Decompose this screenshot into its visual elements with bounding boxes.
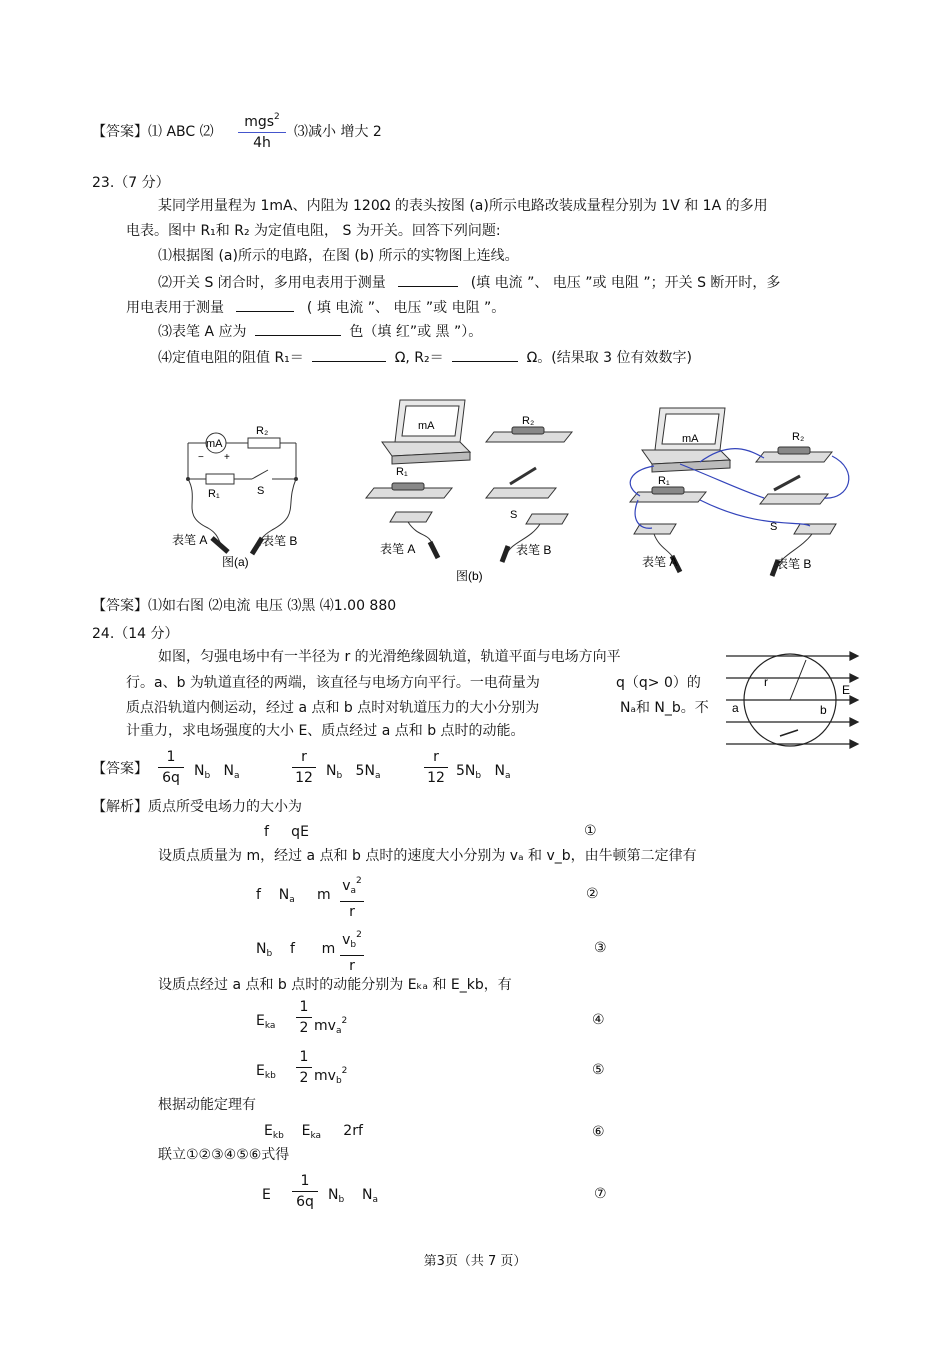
resistor-r2-b — [486, 427, 572, 442]
fig-ans-r2-label: R₂ — [792, 431, 805, 443]
eq-5-left: $E_{kb}$ — [256, 1063, 276, 1081]
eq-4-left: $E_{ka}$ — [256, 1013, 276, 1031]
q24-p3b: Nₐ和 N_b。不 — [620, 700, 709, 716]
q24-analysis-label: 【解析】质点所受电场力的大小为 — [92, 799, 302, 815]
eq-3-left: $N_b$ f m — [256, 941, 336, 959]
eq-4-right: $mv_a^2$ — [314, 1016, 348, 1036]
fig-a-label: a — [732, 701, 739, 715]
q24-p4: 计重力，求电场强度的大小 E、质点经过 a 点和 b 点时的动能。 — [126, 723, 525, 739]
q24-answer-label: 【答案】 — [92, 761, 148, 777]
fig-b-caption: 图(b) — [456, 569, 483, 583]
fig-b-r1-label: R₁ — [396, 466, 408, 478]
fig-ans-pen-a-label: 表笔 A — [642, 555, 678, 569]
q24-p2b: q（q> 0）的 — [616, 675, 701, 691]
eq-mark-1: ① — [584, 823, 597, 839]
fig-ans-ma-label: mA — [682, 433, 699, 445]
q24-s2: 设质点经过 a 点和 b 点时的动能分别为 Eₖₐ 和 E_kb，有 — [158, 977, 512, 993]
q23-p6: ⑶表笔 A 应为 色（填 红”或 黑 ”）。 — [158, 321, 482, 341]
fig-a-s-label: S — [257, 485, 265, 497]
fig-ans-s-label: S — [770, 521, 778, 533]
answer-22-prefix: 【答案】⑴ ABC ⑵ — [92, 124, 214, 140]
q23-p3: ⑴根据图 (a)所示的电路，在图 (b) 所示的实物图上连线。 — [158, 248, 519, 264]
eq-mark-2: ② — [586, 886, 599, 902]
eq-mark-5: ⑤ — [592, 1062, 605, 1078]
eq-2-frac: $v_a^2$ r — [340, 872, 364, 921]
fig-b-pen-a-label: 表笔 A — [380, 542, 416, 556]
fig-a-r2-label: R₂ — [256, 425, 269, 437]
ans-frac-3: r 12 — [424, 748, 448, 787]
eq-7-right: $N_b$ $N_a$ — [328, 1187, 378, 1205]
q24-s4: 联立①②③④⑤⑥式得 — [158, 1147, 290, 1163]
fig-a-minus-label: − — [198, 452, 204, 463]
q24-p3: 质点沿轨道内侧运动，经过 a 点和 b 点时对轨道压力的大小分别为 — [126, 700, 540, 716]
fig-ans-pen-b-label: 表笔 B — [776, 557, 812, 571]
resistor-r1-b — [366, 483, 452, 498]
q24-s3: 根据动能定理有 — [158, 1097, 256, 1113]
fig-a-plus-label: + — [224, 452, 230, 463]
eq-7-frac: 1 6q — [292, 1172, 318, 1211]
fig-b-label: b — [820, 703, 827, 717]
eq-mark-7: ⑦ — [594, 1186, 607, 1202]
eq-6: $E_{kb}$ $E_{ka}$ 2rf — [264, 1123, 363, 1141]
eq-2-left: f $N_a$ m — [256, 887, 331, 905]
answer-22-rest: ⑶减小 增大 2 — [294, 124, 382, 140]
page-footer: 第3页（共 7 页） — [423, 1254, 527, 1269]
blank-pen-color[interactable] — [255, 321, 341, 336]
blank-s-closed[interactable] — [398, 272, 458, 287]
eq-1: f qE — [264, 824, 309, 840]
q23-p4: ⑵开关 S 闭合时，多用电表用于测量 (填 电流 ”、 电压 ”或 电阻 ”；开关 S 断开时，多 — [158, 272, 780, 292]
q24-p1: 如图，匀强电场中有一半径为 r 的光滑绝缘圆轨道，轨道平面与电场方向平 — [158, 649, 621, 665]
answer-22-fraction: mgs$^2$ 4h — [238, 108, 286, 152]
ans-term-1: $N_b$ $N_a$ — [194, 763, 240, 781]
ans-frac-1: 1 6q — [158, 748, 184, 787]
eq-5-frac: 1 2 — [296, 1048, 312, 1087]
fig-a-pen-b-label: 表笔 B — [262, 534, 298, 548]
q24-p2: 行。a、b 为轨道直径的两端，该直径与电场方向平行。一电荷量为 — [126, 675, 540, 691]
circuit-diagram-a — [188, 433, 296, 546]
blank-r1[interactable] — [312, 347, 386, 362]
fig-b-pen-b-label: 表笔 B — [516, 543, 552, 557]
q24-field-diagram — [720, 648, 860, 754]
eq-mark-3: ③ — [594, 940, 607, 956]
pen-a-probe-icon — [212, 538, 228, 552]
fig-b-ma-label: mA — [418, 420, 435, 432]
q23-answer: 【答案】⑴如右图 ⑵电流 电压 ⑶黑 ⑷1.00 880 — [92, 598, 397, 614]
eq-5-right: $mv_b^2$ — [314, 1066, 348, 1086]
fig-b-r2-label: R₂ — [522, 415, 535, 427]
blank-s-open[interactable] — [236, 297, 294, 312]
blank-r2[interactable] — [452, 347, 518, 362]
q24-s1: 设质点质量为 m，经过 a 点和 b 点时的速度大小分别为 vₐ 和 v_b，由牛顿第二定律有 — [158, 848, 697, 864]
q23-p1: 某同学用量程为 1mA、内阻为 120Ω 的表头按图 (a)所示电路改装成量程分别为 1V 和 1A 的多用 — [158, 198, 768, 214]
q23-header: 23.（7 分） — [92, 175, 170, 191]
eq-mark-6: ⑥ — [592, 1124, 605, 1140]
q23-p5: 用电表用于测量 ( 填 电流 ”、 电压 ”或 电阻 ”。 — [126, 297, 505, 317]
fig-ans-r1-label: R₁ — [658, 475, 670, 487]
switch-b — [486, 468, 556, 498]
fig-a-ma-label: mA — [206, 438, 223, 450]
meter-b — [382, 400, 470, 464]
fig-r-label: r — [764, 675, 768, 689]
eq-3-frac: $v_b^2$ r — [340, 926, 364, 975]
fig-a-caption: 图(a) — [222, 555, 249, 569]
ans-term-2: $N_b$ $5N_a$ — [326, 763, 381, 781]
fig-e-label: E — [842, 683, 851, 697]
q23-figures — [160, 380, 860, 590]
fig-b-s-label: S — [510, 509, 518, 521]
eq-mark-4: ④ — [592, 1012, 605, 1028]
eq-4-frac: 1 2 — [296, 998, 312, 1037]
q24-header: 24.（14 分） — [92, 626, 179, 642]
q23-p7: ⑷定值电阻的阻值 R₁＝ Ω, R₂＝ Ω。(结果取 3 位有效数字) — [158, 347, 692, 367]
q23-p2: 电表。图中 R₁和 R₂ 为定值电阻， S 为开关。回答下列问题: — [126, 223, 501, 239]
eq-7-left: E — [262, 1187, 271, 1203]
ans-frac-2: r 12 — [292, 748, 316, 787]
fig-a-pen-a-label: 表笔 A — [172, 533, 208, 547]
ans-term-3: $5N_b$ $N_a$ — [456, 763, 511, 781]
fig-a-r1-label: R₁ — [208, 488, 220, 500]
